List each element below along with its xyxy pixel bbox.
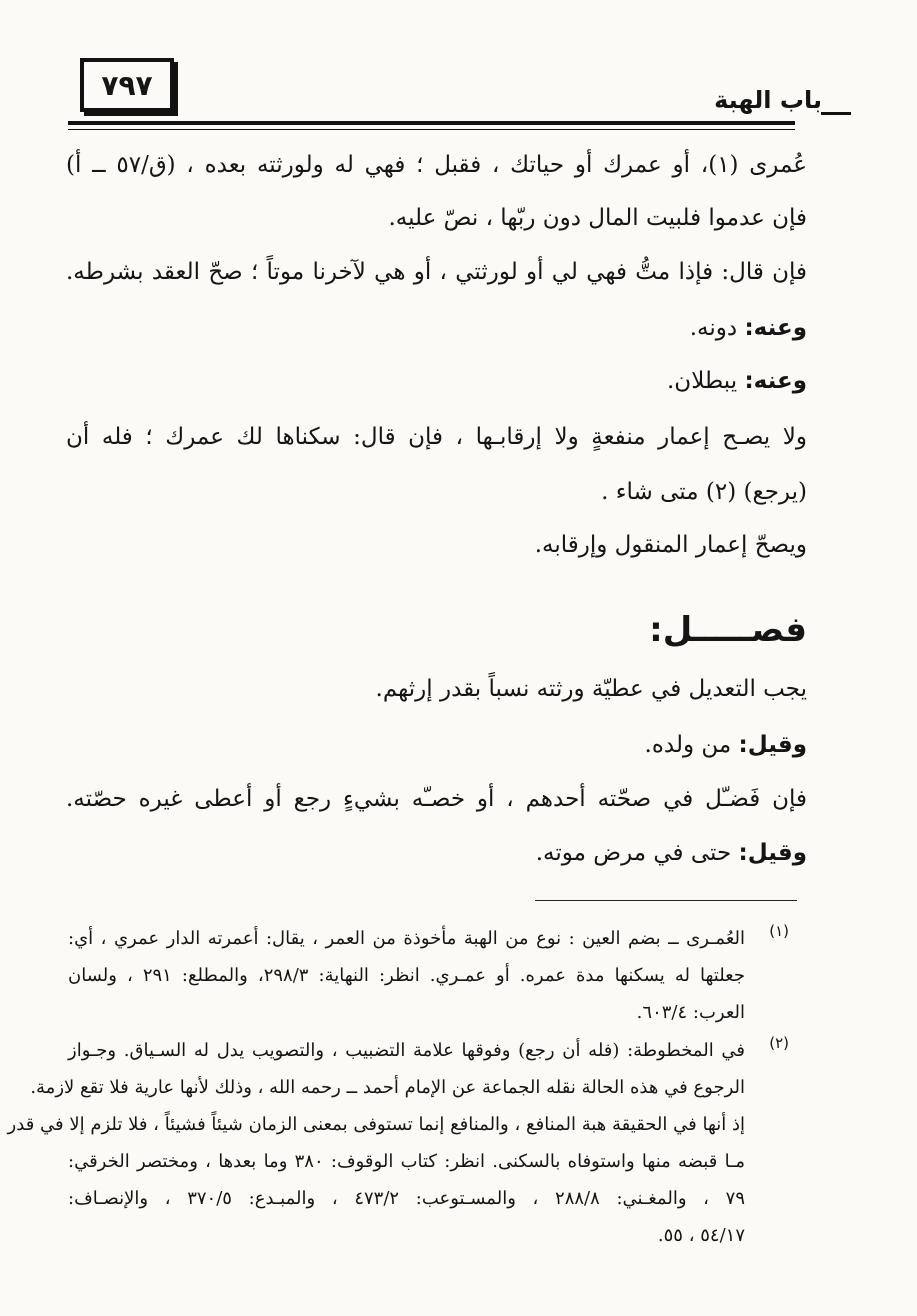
footnote-2-line-5: ٧٩ ، والمغـني: ٢٨٨/٨ ، والمسـتوعب: ٤٧٣/٢ ، والمبـدع: ٣٧٠/٥ ، والإنصـاف:: [68, 1188, 746, 1209]
running-title: باب الهبة: [714, 86, 822, 114]
footnote-1-line-3: العرب: ٦٠٣/٤.: [636, 1002, 745, 1023]
section-line-4: وقيل: حتى في مرض موته.: [535, 840, 807, 866]
body-line-1: عُمرى (١)، أو عمرك أو حياتك ، فقبل ؛ فهي له ولورثته بعده ، (ق/٥٧ ــ أ): [66, 152, 807, 178]
section-heading: فصـــــل:: [649, 610, 807, 650]
body-line-2: فإن عدموا فلبيت المال دون ربّها ، نصّ عليه.: [388, 205, 807, 231]
body-line-4: وعنه: دونه.: [689, 315, 807, 341]
body-line-8: ويصحّ إعمار المنقول وإرقابه.: [534, 532, 807, 558]
header-rule-thin: [68, 129, 795, 130]
section-line-1: يجب التعديل في عطيّة ورثته نسباً بقدر إرثهم.: [375, 676, 807, 702]
footnote-marker-1: (١): [769, 922, 789, 940]
body-line-5: وعنه: يبطلان.: [667, 368, 807, 394]
section-line-2: وقيل: من ولده.: [644, 732, 807, 758]
footnote-2-line-2: الرجوع في هذه الحالة نقله الجماعة عن الإمام أحمد ــ رحمه الله ، وذلك لأنها عارية فلا تقع لازمة.: [30, 1077, 745, 1098]
body-line-3: فإن قال: فإذا متُّ فهي لي أو لورثتي ، أو هي لآخرنا موتاً ؛ صحّ العقد بشرطه.: [66, 259, 807, 285]
header-rule-thick: [68, 121, 795, 125]
section-line-3: فإن فَضـّل في صحّته أحدهم ، أو خصـّه بشيءٍ رجع أو أعطى غيره حصّته.: [66, 786, 807, 812]
footnote-1-line-2: جعلتها له يسكنها مدة عمره. أو عمـري. انظر: النهاية: ٢٩٨/٣، والمطلع: ٢٩١ ، ولسان: [68, 965, 745, 986]
footnote-2-line-1: في المخطوطة: (فله أن رجع) وفوقها علامة التضبيب ، والتصويب يدل له السـياق. وجـواز: [68, 1040, 745, 1061]
footnote-rule: [535, 900, 797, 901]
body-line-7: (يرجع) (٢) متى شاء .: [601, 479, 807, 505]
page-number: ٧٩٧: [80, 58, 174, 112]
body-line-6: ولا يصـح إعمار منفعةٍ ولا إرقابـها ، فإن قال: سكناها لك عمرك ؛ فله أن: [66, 424, 807, 450]
footnote-2-line-6: ٥٤/١٧ ، ٥٥.: [657, 1225, 745, 1246]
footnote-2-line-3: إذ أنها في الحقيقة هبة المنافع ، والمنافع إنما تستوفى بمعنى الزمان شيئاً فشيئاً ، فلا تلزم إلا في قدر: [7, 1114, 745, 1135]
footnote-marker-2: (٢): [769, 1034, 789, 1052]
footnote-2-line-4: مـا قبضه منها واستوفاه بالسكنى. انظر: كتاب الوقوف: ٣٨٠ وما بعدها ، ومختصر الخرقي:: [68, 1151, 745, 1172]
title-dash-divider: [821, 112, 851, 115]
footnote-1-line-1: العُمـرى ــ بضم العين : نوع من الهبة مأخوذة من العمر ، يقال: أعمرته الدار عمري ، أي:: [68, 928, 745, 949]
